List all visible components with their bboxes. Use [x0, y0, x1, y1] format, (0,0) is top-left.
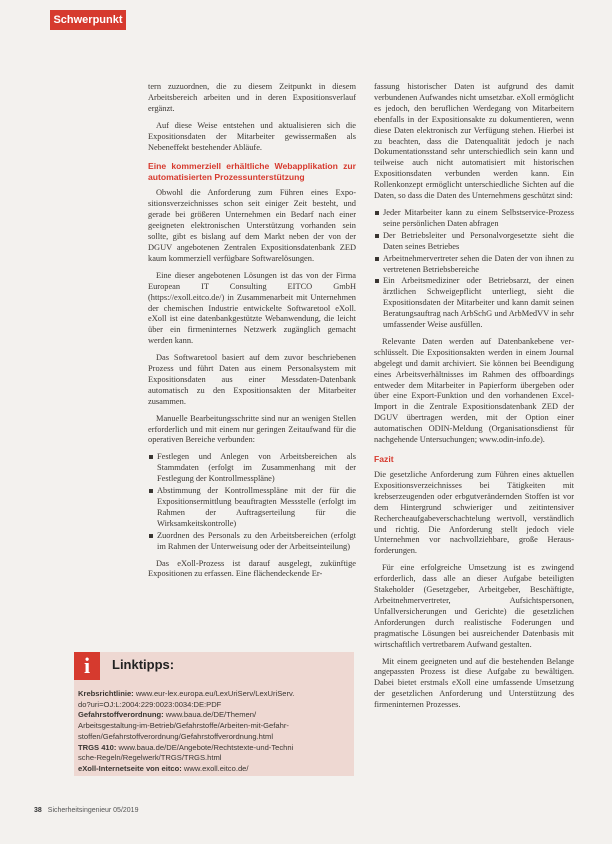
publication-name: Sicherheitsingenieur 05/2019 [47, 807, 139, 814]
list-item: Zuordnen des Personals zu den Arbeitsbereichen (erfolgt im Rahmen der Unterweisung oder der Arbeitseinteilung) [148, 531, 356, 553]
paragraph: Das eXoll-Prozess ist darauf ausgelegt, zukünftige Expositionen zu erfassen. Eine flächendeckende Er- [148, 558, 356, 579]
paragraph: fassung historischer Daten ist aufgrund des damit verbundenen Aufwandes nicht umsetzbar. eXoll ermöglicht es jedoch, den beruflichen Werdegang von Mitarbeitern ebenfalls in der Expositionsakte zu dokumentieren, wenn diese Daten elektronisch zur Verfügung stehen. Hierbei ist zu beachten, dass die Datenqualität jedoch je nach Dokumentationsstand sehr unterschiedlich sein kann und teilweise auch nicht automatisiert mit historischen Expositionsdaten verbunden werden kann. Ein Rollenkonzept ermöglicht unterschiedliche Sichten auf die Daten, so dass die Daten des Unternehmens geschützt sind: [374, 82, 574, 201]
paragraph: Das Softwaretool basiert auf dem zuvor beschriebenen Prozess und führt Daten aus einem Personalsystem mit Expositionsdaten aus einer Messdaten-Datenbank automatisch zu den Expositionsakten der Mitarbeiter zusammen. [148, 353, 356, 406]
list-item: Abstimmung der Kontrollmesspläne mit der für die Expositionsermittlung beauftragten Messstelle (erfolgt im Rahmen der Auftragserteilung für die Wirksamkeitskontrolle) [148, 486, 356, 530]
paragraph: Relevante Daten werden auf Datenbankebene verschlüsselt. Die Expositionsakten werden in einem Journal abgelegt und damit archiviert. Sie können bei Beendigung eines Arbeitsverhältnisses im Rahmen des offboardings entweder dem Mitarbeiter in Papierform übergeben oder über eine Export-Funktion und den vorhandenen Excel-Import in die Zentrale Expositionsdatenbank ZED der DGUV übertragen werden, mit der Option einer automatischen ODIN-Meldung (Organisationsdienst für nachgehende Untersuchungen; www.odin-info.de). [374, 336, 574, 445]
link-url[interactable]: www.baua.de/DE/Themen/ [163, 710, 257, 720]
left-column [148, 82, 356, 586]
info-icon: i [74, 652, 100, 680]
bullet-list [374, 208, 574, 331]
bullet-list [148, 452, 356, 552]
paragraph: Eine dieser angebotenen Lösungen ist das von der Firma European IT Consulting EITCO GmbH (https://exoll.eitco.de/) in Zusammenarbeit mit Unternehmen der chemischen Industrie entwickelte Softwaretool eXoll. eXoll ist eine datenbankgestützte Webanwendung, die leicht über ein firmeninternes Netzwerk zugänglich gemacht werden kann. [148, 270, 356, 346]
link-tips-box [74, 652, 354, 776]
link-list [78, 689, 350, 775]
paragraph: Manuelle Bearbeitungsschritte sind nur an wenigen Stellen erforderlich und mit einem nur geringen Zeitaufwand für die operativen Bereiche verbunden: [148, 413, 356, 445]
link-line[interactable] [78, 764, 350, 775]
section-tag: Schwerpunkt [50, 10, 126, 30]
section-heading: Fazit [374, 454, 394, 464]
link-url[interactable]: www.exoll.eitco.de/ [181, 763, 249, 773]
link-url[interactable]: stoffen/Gefahrstoffverordnung/Gefahrstoffverordnung.html [78, 731, 274, 741]
link-label: Gefahrstoffverordnung: [78, 710, 164, 720]
link-url[interactable]: Arbeitsgestaltung-im-Betrieb/Gefahrstoffe/Arbeiten-mit-Gefahr- [78, 721, 289, 731]
page-number: 38 [34, 807, 42, 814]
paragraph: Für eine erfolgreiche Umsetzung ist es zwingend erforderlich, dass alle an dieser Aufgabe beteiligten Stakeholder (Gesetzgeber, Arbeitgeber, Beschäftigte, Arbeitnehmervertreter, Aufsichtspersonen, Unfallversicherungen und Gerichte) die gesetzlichen Anforderungen durch realistische Foderungen und pragmatische Lösungen bei ausreichender Datenbasis mit wirtschaftlich vertretbarem Aufwand gestalten. [374, 563, 574, 649]
list-item: Jeder Mitarbeiter kann zu einem Selbstservice-Prozess seine persönlichen Daten abfragen [374, 208, 574, 230]
link-url[interactable]: www.eur-lex.europa.eu/LexUriServ/LexUriServ. [133, 689, 295, 698]
paragraph: Die gesetzliche Anforderung zum Führen eines aktuellen Expositionsverzeichnisses bei Tätigkeiten mit krebserzeugenden oder erbgutverändernden Stoffen ist vor dem Hintergrund schwieriger und zeitintensiver Rechercheaufgabeverschachtelung wertvoll, verständlich und richtig. Die Anforderung stellt jedoch viele Unternehmen vor nachvollziehbare, große Herausforderungen. [374, 470, 574, 556]
link-line[interactable] [78, 721, 350, 732]
list-item: Der Betriebsleiter und Personalvorgesetzte sieht die Daten seines Betriebes [374, 231, 574, 253]
section-heading: Eine kommerziell erhältliche Webapplikation zur automatisierten Prozessunterstützung [148, 161, 356, 183]
link-url[interactable]: www.baua.de/DE/Angebote/Rechtstexte-und-Techni [116, 742, 294, 752]
link-line[interactable] [78, 753, 350, 764]
link-url[interactable]: do?uri=OJ:L:2004:229:0023:0034:DE:PDF [78, 699, 222, 709]
link-label: eXoll-Internetseite von eitco: [78, 763, 182, 773]
link-line[interactable] [78, 710, 350, 721]
list-item: Ein Arbeitsmediziner oder Betriebsarzt, der einen ärztlichen Schweigepflicht unterliegt, sieht die Expositionsdaten der Mitarbeiter und kann damit seinen Beratungsauftrag nach ArbSchG und ArbMedVV in sehr umfassender Weise ausfüllen. [374, 276, 574, 331]
paragraph: Auf diese Weise entstehen und aktualisieren sich die Expositionsdaten der Mitarbeiter gewissermaßen als Nebeneffekt bestehender Abläufe. [148, 120, 356, 152]
list-item: Festlegen und Anlegen von Arbeitsbereichen als Stammdaten (erfolgt im Zusammenhang mit der Festlegung der Kontrollmesspläne) [148, 452, 356, 485]
paragraph: Mit einem geeigneten und auf die bestehenden Belange angepassten Prozess ist diese Aufgabe zu bewältigen. Dabei bietet erstmals eXoll eine umfassende Umsetzung der gesetzlichen Anforderung und Unterstützung des firmeninternen Prozesses. [374, 656, 574, 710]
link-label: Krebsrichtlinie: [78, 689, 134, 698]
link-tips-title: Linktipps: [112, 657, 175, 672]
list-item: Arbeitnehmervertreter sehen die Daten der von ihnen zu vertretenen Betriebsbereiche [374, 254, 574, 276]
paragraph: Obwohl die Anforderung zum Führen eines Expositionsverzeichnisses schon seit einiger Zeit besteht, und gerade bei größeren Unternehmen ein Bedarf nach einer geeigneten elektronischen Unterstützung vorhanden sein sollte, gibt es bislang auf dem Markt neben der von der DGUV angebotenen Zentralen Expositionsdatenbank ZED kaum kommerziell verfügbare Softwarelösungen. [148, 188, 356, 263]
link-line[interactable] [78, 732, 350, 743]
link-line[interactable] [78, 700, 350, 711]
link-label: TRGS 410: [78, 742, 117, 752]
link-line[interactable] [78, 689, 350, 700]
link-line[interactable] [78, 743, 350, 754]
paragraph: tern zuzuordnen, die zu diesem Zeitpunkt in diesem Arbeitsbereich arbeiten und in deren Expositionsverlauf ergänzt. [148, 82, 356, 113]
page-footer [34, 807, 138, 814]
link-url[interactable]: sche-Regeln/Regelwerk/TRGS/TRGS.html [78, 753, 222, 763]
right-column [374, 82, 574, 717]
